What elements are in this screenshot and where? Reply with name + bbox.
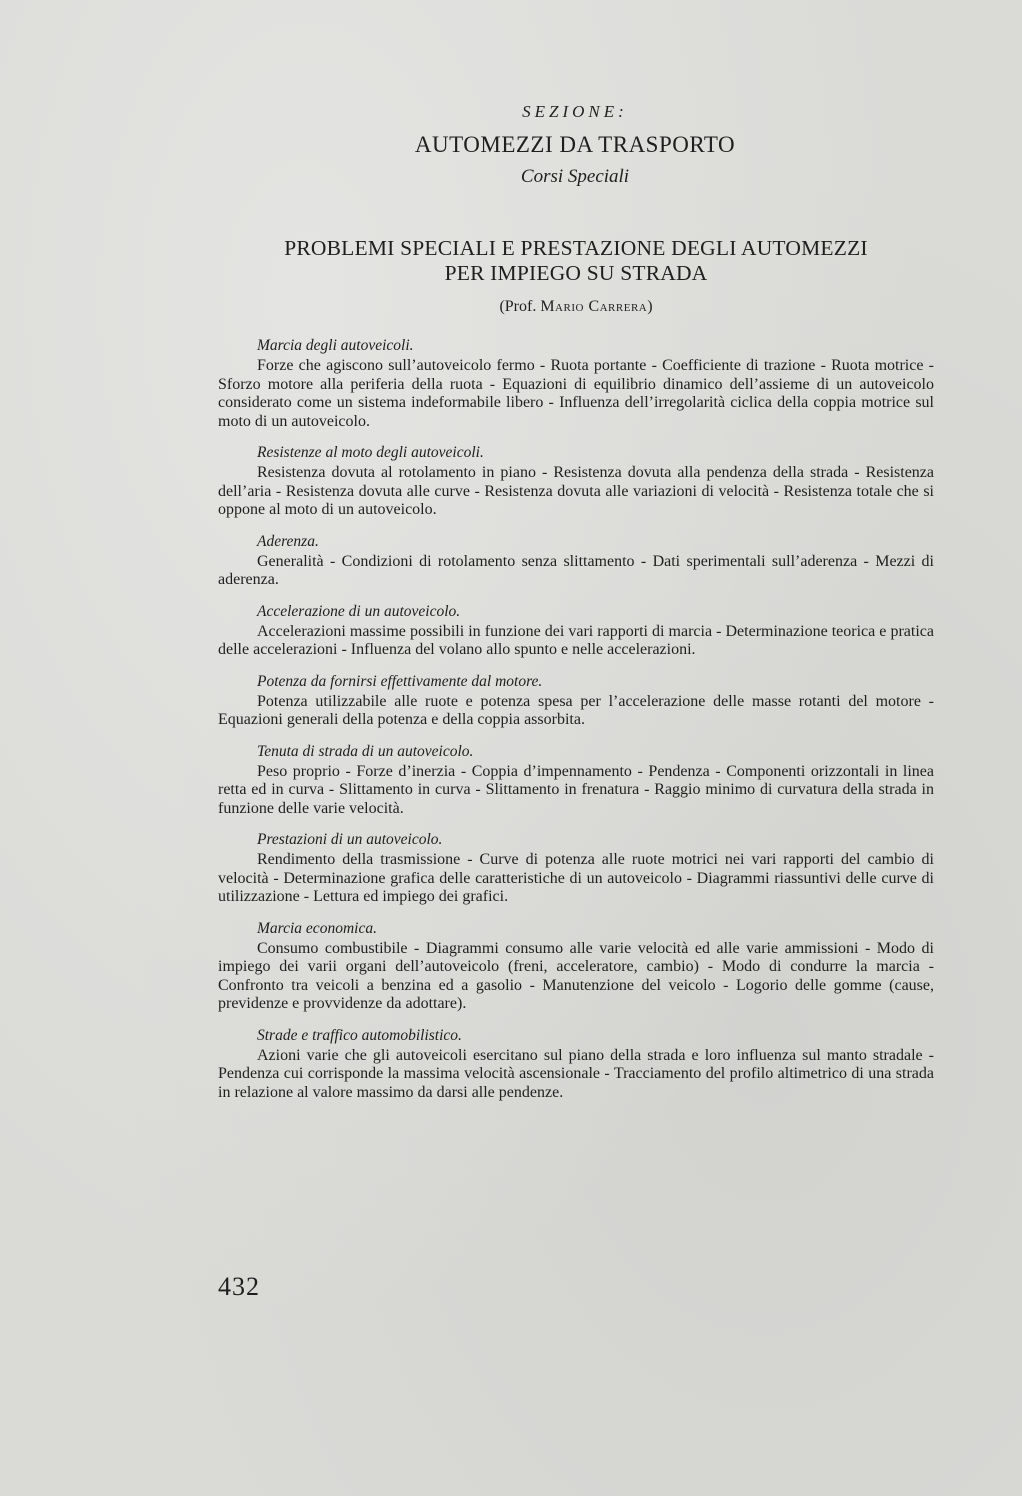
paper-title bbox=[218, 236, 934, 286]
section-block bbox=[218, 1027, 934, 1103]
paper-author bbox=[218, 298, 934, 316]
document-body bbox=[218, 337, 934, 1115]
section-block bbox=[218, 920, 934, 1014]
section-paragraph: Rendimento della trasmissione - Curve di potenza alle ruote motrici nei vari rapporti del cambio di velocità - Determinazione grafica delle caratteristiche di un autoveicolo - Diagrammi riassuntivi delle curve di utilizzazione - Lettura ed impiego dei grafici. bbox=[218, 851, 934, 905]
section-header bbox=[0, 102, 1022, 188]
section-heading: Prestazioni di un autoveicolo. bbox=[257, 831, 443, 848]
section-paragraph: Potenza utilizzabile alle ruote e potenza spesa per l’accelerazione delle masse rotanti del motore - Equazioni generali della potenza e della coppia assorbita. bbox=[218, 692, 934, 728]
paper-title-line-1: PROBLEMI SPECIALI E PRESTAZIONE DEGLI AUTOMEZZI bbox=[284, 236, 868, 260]
section-paragraph: Accelerazioni massime possibili in funzione dei vari rapporti di marcia - Determinazione teorica e pratica delle accelerazioni - Influenza del volano allo spunto e nelle accelerazioni. bbox=[218, 622, 934, 658]
section-heading: Marcia degli autoveicoli. bbox=[257, 337, 414, 354]
section-title: AUTOMEZZI DA TRASPORTO bbox=[414, 132, 736, 157]
author-name: Mario Carrera bbox=[540, 298, 648, 315]
section-block bbox=[218, 673, 934, 730]
section-paragraph: Peso proprio - Forze d’inerzia - Coppia d’impennamento - Pendenza - Componenti orizzontali in linea retta ed in curva - Slittamento in curva - Slittamento in frenatura - Raggio minimo di curvatura della strada in funzione delle varie velocità. bbox=[218, 762, 934, 817]
paper-title-line-2: PER IMPIEGO SU STRADA bbox=[444, 261, 708, 285]
section-paragraph: Resistenza dovuta al rotolamento in piano - Resistenza dovuta alla pendenza della strada - Resistenza dell’aria - Resistenza dovuta alle curve - Resistenza dovuta alle variazioni di velocità - Resistenza totale che si oppone al moto di un autoveicolo. bbox=[218, 464, 934, 518]
section-heading: Resistenze al moto degli autoveicoli. bbox=[257, 444, 484, 461]
section-paragraph: Generalità - Condizioni di rotolamento senza slittamento - Dati sperimentali sull’aderenza - Mezzi di aderenza. bbox=[218, 552, 934, 588]
section-heading: Accelerazione di un autoveicolo. bbox=[257, 602, 461, 620]
section-block bbox=[218, 533, 934, 590]
section-heading: Marcia economica. bbox=[257, 919, 377, 937]
page-number: 432 bbox=[218, 1272, 260, 1301]
section-block bbox=[218, 444, 934, 520]
section-block bbox=[218, 831, 934, 907]
section-heading: Tenuta di strada di un autoveicolo. bbox=[257, 742, 474, 760]
section-block bbox=[218, 603, 934, 660]
section-paragraph: Forze che agiscono sull’autoveicolo fermo - Ruota portante - Coefficiente di trazione - Ruota motrice - Sforzo motore alla periferia della ruota - Equazioni di equilibrio dinamico dell’assieme di un autoveicolo considerato come un sistema indeformabile libero - Influenza dell’irregolarità ciclica della coppia motrice sul moto di un autoveicolo. bbox=[218, 357, 934, 430]
section-block bbox=[218, 743, 934, 819]
section-heading: Potenza da fornirsi effettivamente dal motore. bbox=[257, 672, 543, 690]
section-paragraph: Azioni varie che gli autoveicoli esercitano sul piano della strada e loro influenza sul manto stradale - Pendenza cui corrisponde la massima velocità ascensionale - Tracciamento del profilo altimetrico di una strada in relazione al valore massimo da darsi alle pendenze. bbox=[218, 1046, 934, 1101]
section-block bbox=[218, 337, 934, 431]
section-label: SEZIONE: bbox=[522, 102, 628, 121]
author-suffix: ) bbox=[647, 298, 653, 315]
author-prefix: (Prof. bbox=[499, 298, 537, 315]
section-heading: Aderenza. bbox=[257, 532, 319, 550]
section-subtitle: Corsi Speciali bbox=[520, 166, 630, 187]
section-paragraph: Consumo combustibile - Diagrammi consumo alle varie velocità ed alle varie ammissioni - Modo di impiego dei varii organi dell’autoveicolo (freni, acceleratore, cambio) - Modo di condurre la marcia - Confronto tra veicoli a benzina ed a gasolio - Manutenzione del veicolo - Logorio delle gomme (cause, previdenze e provvidenze da adottare). bbox=[218, 939, 934, 1012]
section-heading: Strade e traffico automobilistico. bbox=[257, 1026, 462, 1044]
